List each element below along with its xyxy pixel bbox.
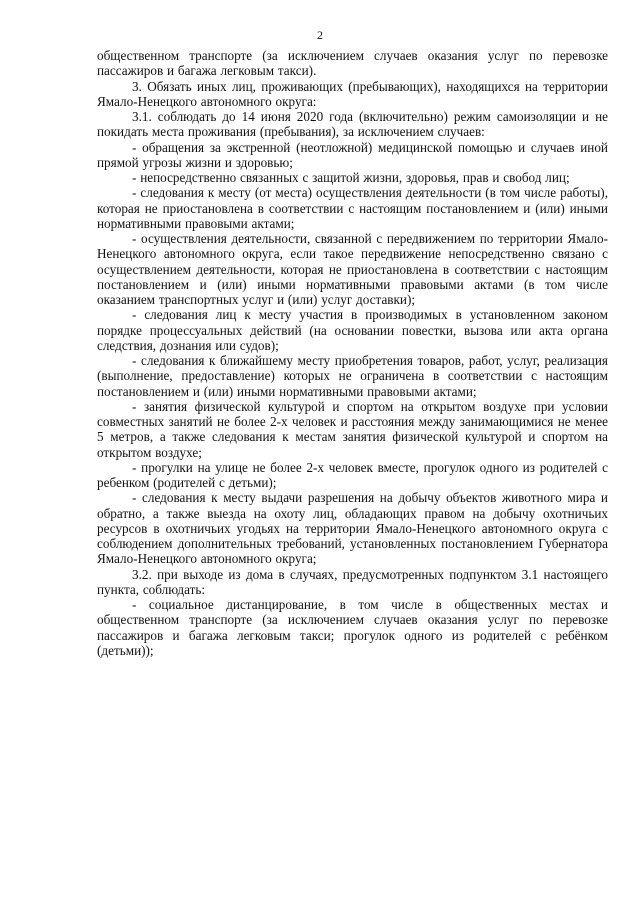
list-item: - следования к месту выдачи разрешения на добычу объектов животного мира и обратно, а также выезда на охоту лиц, обладающих правом на добычу охотничьих ресурсов в охотничьих угодьях на территории Ямало-Ненецкого автономного округа с соблюдением дополнительных требований, установленных постановлением Губернатора Ямало-Ненецкого автономного округа; [97, 490, 608, 567]
list-item: - занятия физической культурой и спортом на открытом воздухе при условии совместных занятий не более 2-х человек и расстояния между занимающимися не менее 5 метров, а также следования к местам занятия физической культурой и спортом на открытом воздухе; [97, 398, 608, 460]
list-item: - обращения за экстренной (неотложной) медицинской помощью и случаев иной прямой угрозы жизни и здоровью; [97, 139, 608, 170]
list-item: - осуществления деятельности, связанной с передвижением по территории Ямало-Ненецкого автономного округа, если такое передвижение непосредственно связано с осуществлением деятельности, которая не приостановлена в соответствии с настоящим постановлением и (или) иными нормативными правовыми актами (в том числе оказанием транспортных услуг и (или) услуг доставки); [97, 231, 608, 307]
page-number: 2 [317, 28, 323, 42]
list-item: - следования к ближайшему месту приобретения товаров, работ, услуг, реализация (выполнение, предоставление) которых не ограничена в соответствии с настоящим постановлением и (или) иными нормативными правовыми актами; [97, 353, 608, 399]
list-item: - следования к месту (от места) осуществления деятельности (в том числе работы), которая не приостановлена в соответствии с настоящим постановлением и (или) иными нормативными правовыми актами; [97, 185, 608, 231]
paragraph: 3.2. при выходе из дома в случаях, предусмотренных подпунктом 3.1 настоящего пункта, соблюдать: [97, 566, 608, 597]
list-item: - следования лиц к месту участия в производимых в установленном законом порядке процессуальных действий (на основании повестки, вызова или акта органа следствия, дознания или судов); [97, 307, 608, 353]
paragraph: 3. Обязать иных лиц, проживающих (пребывающих), находящихся на территории Ямало-Ненецкого автономного округа: [97, 78, 608, 109]
list-item: - непосредственно связанных с защитой жизни, здоровья, прав и свобод лиц; [132, 170, 570, 185]
list-item: - прогулки на улице не более 2-х человек вместе, прогулок одного из родителей с ребенком (родителей с детьми); [97, 459, 608, 490]
paragraph: 3.1. соблюдать до 14 июня 2020 года (включительно) режим самоизоляции и не покидать места проживания (пребывания), за исключением случаев: [97, 109, 608, 140]
list-item: - социальное дистанцирование, в том числе в общественных местах и общественном транспорте (за исключением случаев оказания услуг по перевозке пассажиров и багажа легковым такси; прогулок одного из родителей с ребёнком (детьми)); [97, 597, 608, 658]
document-body [97, 48, 608, 658]
paragraph: общественном транспорте (за исключением случаев оказания услуг по перевозке пассажиров и багажа легковым такси). [97, 48, 608, 79]
